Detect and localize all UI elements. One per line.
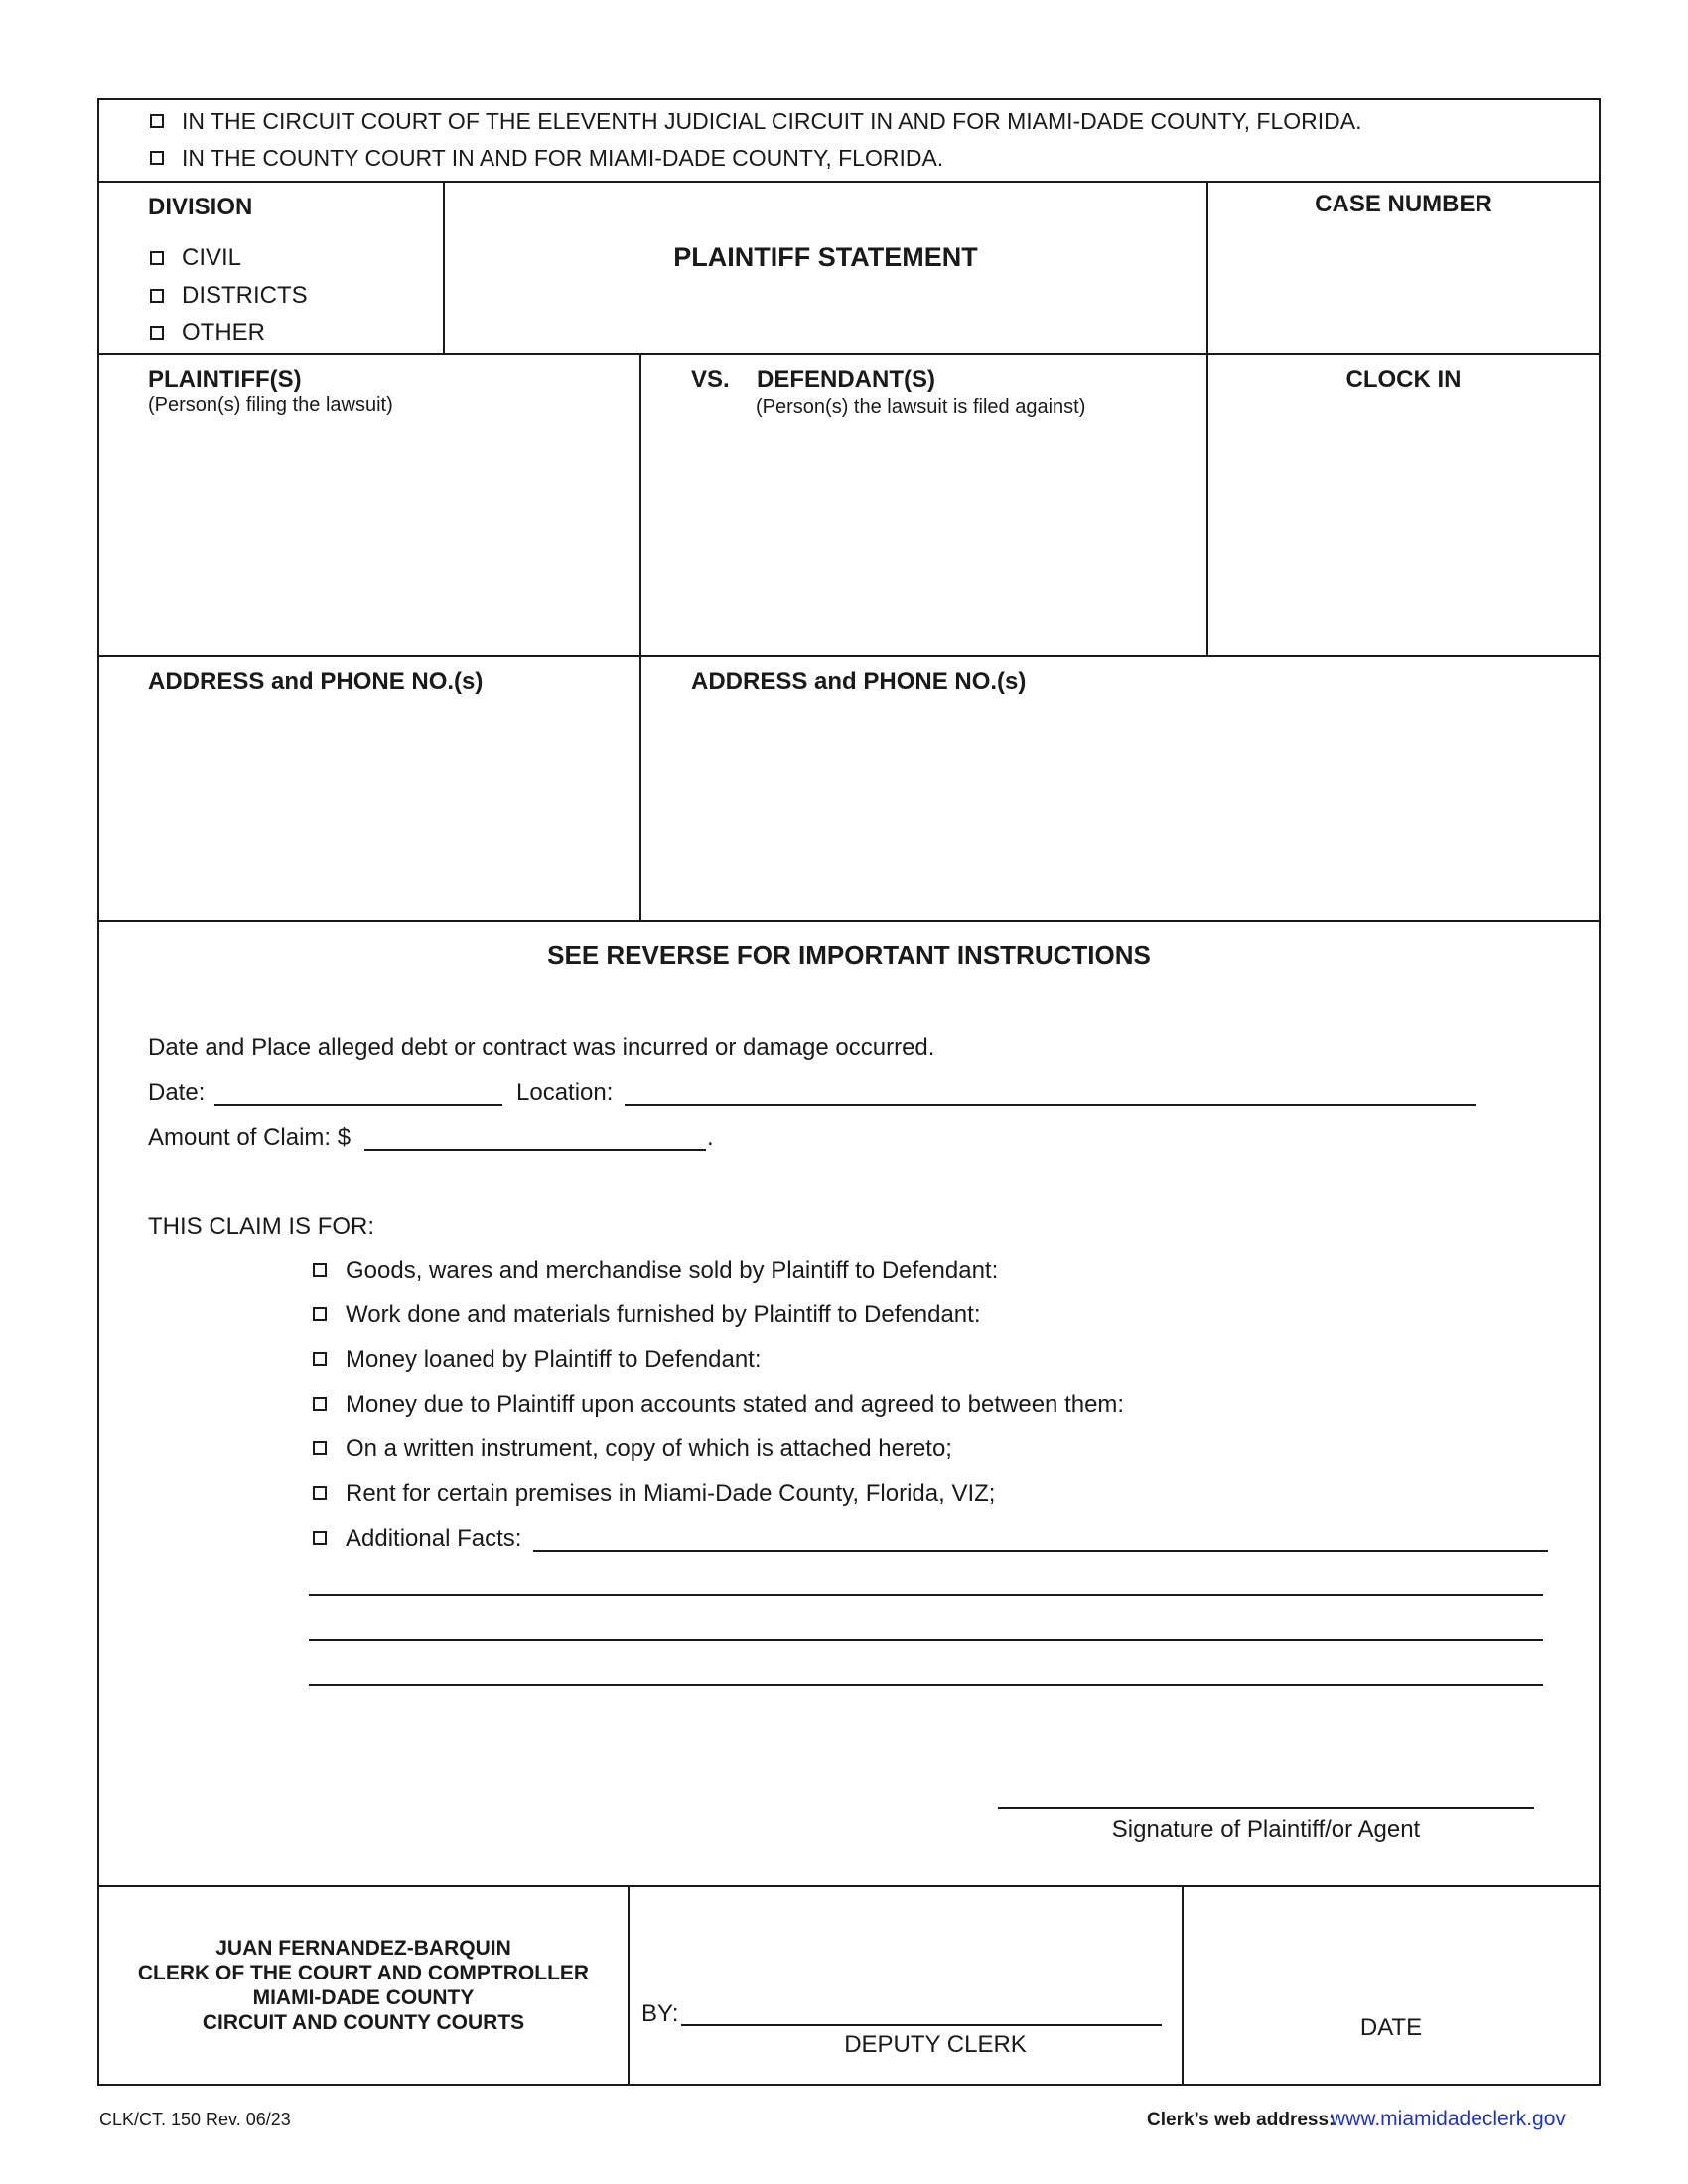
additional-facts-line-4[interactable]: [309, 1684, 1543, 1686]
form-code: CLK/CT. 150 Rev. 06/23: [99, 2110, 291, 2129]
incident-location-label: Location:: [516, 1079, 614, 1106]
claim-rent-label: Rent for certain premises in Miami-Dade County, Florida, VIZ;: [346, 1480, 996, 1507]
amount-label: Amount of Claim: $: [148, 1124, 352, 1151]
claim-money-due-label: Money due to Plaintiff upon accounts stated and agreed to between them:: [346, 1391, 1125, 1418]
amount-field[interactable]: [364, 1149, 706, 1151]
court-circuit-label: IN THE CIRCUIT COURT OF THE ELEVENTH JUDICIAL CIRCUIT IN AND FOR MIAMI-DADE COUNTY, FLORIDA.: [182, 108, 1362, 134]
claim-money-due-checkbox[interactable]: [313, 1397, 327, 1411]
claim-goods-label: Goods, wares and merchandise sold by Plaintiff to Defendant:: [346, 1257, 999, 1284]
division-other-label: OTHER: [182, 319, 265, 345]
web-address-link[interactable]: www.miamidadeclerk.gov: [1331, 2108, 1566, 2130]
divider-parties-row: [97, 655, 1601, 657]
deputy-clerk-signature-line[interactable]: [681, 2024, 1162, 2026]
division-districts-checkbox[interactable]: [150, 289, 164, 303]
court-county-checkbox[interactable]: [150, 151, 164, 165]
deputy-clerk-label: DEPUTY CLERK: [844, 2031, 1027, 2058]
claim-money-loaned-label: Money loaned by Plaintiff to Defendant:: [346, 1346, 762, 1373]
amount-suffix: .: [707, 1124, 714, 1151]
claim-additional-facts-checkbox[interactable]: [313, 1531, 327, 1545]
clerk-block: [99, 1936, 628, 2035]
plaintiff-label: PLAINTIFF(S): [148, 366, 302, 393]
clock-in-field[interactable]: [1211, 399, 1597, 651]
clock-in-label: CLOCK IN: [1345, 366, 1462, 393]
divider-plaintiff-col: [639, 354, 641, 921]
incident-date-field[interactable]: [214, 1104, 502, 1106]
plaintiff-address-field[interactable]: [103, 703, 635, 917]
claim-written-instrument-label: On a written instrument, copy of which is attached hereto;: [346, 1435, 952, 1462]
clerk-name: JUAN FERNANDEZ-BARQUIN: [215, 1937, 511, 1960]
division-label: DIVISION: [148, 194, 253, 220]
division-civil-label: CIVIL: [182, 244, 242, 271]
division-districts-label: DISTRICTS: [182, 282, 308, 309]
claim-work-label: Work done and materials furnished by Plaintiff to Defendant:: [346, 1301, 981, 1328]
case-number-field[interactable]: [1211, 223, 1597, 350]
clerk-courts: CIRCUIT AND COUNTY COURTS: [202, 2011, 525, 2034]
claim-work-checkbox[interactable]: [313, 1307, 327, 1321]
defendant-address-label: ADDRESS and PHONE NO.(s): [691, 668, 1027, 695]
additional-facts-line-1[interactable]: [533, 1550, 1548, 1552]
plaintiff-address-label: ADDRESS and PHONE NO.(s): [148, 668, 484, 695]
clerk-county: MIAMI-DADE COUNTY: [252, 1986, 475, 2009]
plaintiff-sublabel: (Person(s) filing the lawsuit): [148, 394, 393, 416]
claim-goods-checkbox[interactable]: [313, 1263, 327, 1277]
case-number-label: CASE NUMBER: [1315, 191, 1492, 217]
date-label: DATE: [1359, 2014, 1423, 2041]
claim-heading: THIS CLAIM IS FOR:: [148, 1213, 375, 1240]
division-civil-checkbox[interactable]: [150, 251, 164, 265]
additional-facts-line-3[interactable]: [309, 1639, 1543, 1641]
divider-address-row: [97, 920, 1601, 922]
divider-clerk-col: [628, 1886, 630, 2085]
divider-court-header: [97, 181, 1601, 183]
additional-facts-line-2[interactable]: [309, 1594, 1543, 1596]
clerk-title: CLERK OF THE COURT AND COMPTROLLER: [137, 1962, 590, 1984]
instructions-heading: SEE REVERSE FOR IMPORTANT INSTRUCTIONS: [547, 940, 1151, 970]
plaintiff-name-field[interactable]: [103, 427, 635, 651]
claim-rent-checkbox[interactable]: [313, 1486, 327, 1500]
claim-written-instrument-checkbox[interactable]: [313, 1441, 327, 1455]
defendant-sublabel: (Person(s) the lawsuit is filed against): [756, 396, 1086, 418]
defendant-address-field[interactable]: [645, 703, 1595, 917]
court-circuit-checkbox[interactable]: [150, 114, 164, 128]
web-address-label: Clerk’s web address:: [1147, 2110, 1336, 2130]
divider-case-number-col: [1206, 182, 1208, 656]
defendant-label: DEFENDANT(S): [757, 366, 935, 393]
signature-label: Signature of Plaintiff/or Agent: [1111, 1816, 1421, 1843]
form-title: PLAINTIFF STATEMENT: [673, 242, 978, 272]
divider-footer-row: [97, 1885, 1601, 1887]
division-other-checkbox[interactable]: [150, 326, 164, 340]
defendant-name-field[interactable]: [645, 429, 1201, 651]
incident-intro: Date and Place alleged debt or contract was incurred or damage occurred.: [148, 1034, 935, 1061]
date-field[interactable]: [1188, 1891, 1595, 2008]
signature-line[interactable]: [998, 1807, 1534, 1809]
by-label: BY:: [641, 2000, 679, 2027]
divider-division-row: [97, 353, 1601, 355]
court-county-label: IN THE COUNTY COURT IN AND FOR MIAMI-DADE COUNTY, FLORIDA.: [182, 145, 944, 171]
incident-location-field[interactable]: [625, 1104, 1476, 1106]
claim-additional-facts-label: Additional Facts:: [346, 1525, 522, 1552]
claim-money-loaned-checkbox[interactable]: [313, 1352, 327, 1366]
vs-label: VS.: [691, 366, 730, 393]
incident-date-label: Date:: [148, 1079, 206, 1106]
